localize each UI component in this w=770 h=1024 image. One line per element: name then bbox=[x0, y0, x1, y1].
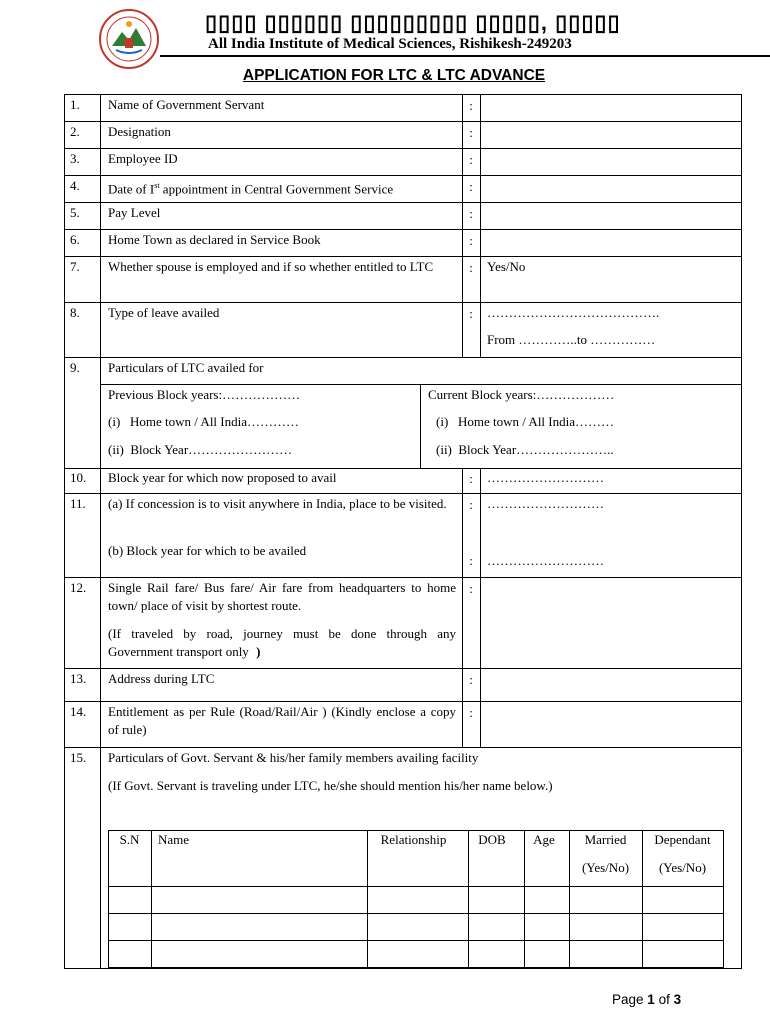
row-8-label: Type of leave availed bbox=[108, 305, 220, 320]
current-block-years[interactable]: Current Block years:……………… bbox=[428, 387, 615, 402]
row-2-colon: : bbox=[469, 125, 473, 140]
leave-period-field[interactable]: From …………..to …………… bbox=[487, 332, 656, 347]
row-15-label: Particulars of Govt. Servant & his/her family members availing facility bbox=[108, 750, 479, 765]
field-pay-level[interactable] bbox=[482, 204, 740, 228]
current-block-year[interactable]: (ii) Block Year………………….. bbox=[436, 442, 614, 457]
row-11-colon-a: : bbox=[469, 497, 473, 512]
row-12-colon: : bbox=[469, 581, 473, 596]
previous-home-town[interactable]: (i) Home town / All India………… bbox=[108, 414, 300, 429]
header-dependant: Dependant bbox=[654, 832, 711, 847]
row-5-label: Pay Level bbox=[108, 205, 161, 220]
row-4-number: 4. bbox=[70, 178, 80, 193]
leave-type-field[interactable]: …………………………………. bbox=[487, 305, 660, 320]
row-12-note: (If traveled by road, journey must be done through any Government transport only ) bbox=[108, 626, 456, 659]
field-home-town[interactable] bbox=[482, 231, 740, 255]
row-12-number: 12. bbox=[70, 580, 87, 595]
row-8-colon: : bbox=[469, 306, 473, 321]
row-11-label-b: (b) Block year for which to be availed bbox=[108, 543, 307, 558]
row-3-colon: : bbox=[469, 152, 473, 167]
row-6-colon: : bbox=[469, 233, 473, 248]
row-3-number: 3. bbox=[70, 151, 80, 166]
institute-logo bbox=[98, 8, 160, 70]
row-3-label: Employee ID bbox=[108, 151, 178, 166]
row-8-number: 8. bbox=[70, 305, 80, 320]
row-1-number: 1. bbox=[70, 97, 80, 112]
row-7-colon: : bbox=[469, 260, 473, 275]
field-address-during-ltc[interactable] bbox=[482, 670, 740, 700]
row-7-number: 7. bbox=[70, 259, 80, 274]
header-relationship: Relationship bbox=[380, 832, 447, 847]
row-10-colon: : bbox=[469, 471, 473, 486]
header-sn: S.N bbox=[119, 832, 140, 847]
header-married-yes-no: (Yes/No) bbox=[581, 860, 630, 875]
row-12-label: Single Rail fare/ Bus fare/ Air fare from headquarters to home town/ place of visit by shortest route. bbox=[108, 580, 456, 613]
row-1-label: Name of Government Servant bbox=[108, 97, 265, 112]
previous-block-years[interactable]: Previous Block years:……………… bbox=[108, 387, 301, 402]
table-row[interactable] bbox=[109, 914, 723, 940]
table-row[interactable] bbox=[109, 941, 723, 967]
place-to-be-visited-field[interactable]: ……………………… bbox=[487, 496, 604, 511]
row-2-number: 2. bbox=[70, 124, 80, 139]
row-4-label: Date of Ist appointment in Central Government Service bbox=[108, 181, 394, 197]
field-name-of-government-servant[interactable] bbox=[482, 96, 740, 120]
row-6-label: Home Town as declared in Service Book bbox=[108, 232, 321, 247]
row-11-label-a: (a) If concession is to visit anywhere in India, place to be visited. bbox=[108, 496, 447, 511]
row-4-colon: : bbox=[469, 179, 473, 194]
row-14-colon: : bbox=[469, 705, 473, 720]
header-age: Age bbox=[533, 832, 555, 847]
row-14-number: 14. bbox=[70, 704, 87, 719]
field-entitlement[interactable] bbox=[482, 703, 740, 745]
block-year-availed-field[interactable]: ……………………… bbox=[487, 553, 604, 568]
header-dob: DOB bbox=[478, 832, 506, 847]
row-5-colon: : bbox=[469, 206, 473, 221]
row-13-label: Address during LTC bbox=[108, 671, 215, 686]
field-employee-id[interactable] bbox=[482, 150, 740, 174]
hindi-title: ▯▯▯▯ ▯▯▯▯▯▯ ▯▯▯▯▯▯▯▯▯ ▯▯▯▯▯, ▯▯▯▯▯ bbox=[205, 10, 621, 35]
field-fare[interactable] bbox=[482, 579, 740, 667]
field-first-appointment-date[interactable] bbox=[482, 177, 740, 201]
row-9-number: 9. bbox=[70, 360, 80, 375]
row-10-number: 10. bbox=[70, 470, 87, 485]
proposed-block-year-field[interactable]: ……………………… bbox=[487, 470, 604, 485]
row-7-label: Whether spouse is employed and if so whether entitled to LTC bbox=[108, 259, 434, 274]
row-9-label: Particulars of LTC availed for bbox=[108, 360, 264, 375]
header-dependant-yes-no: (Yes/No) bbox=[658, 860, 707, 875]
form-title: APPLICATION FOR LTC & LTC ADVANCE bbox=[242, 67, 546, 84]
row-2-label: Designation bbox=[108, 124, 171, 139]
row-5-number: 5. bbox=[70, 205, 80, 220]
header-rule bbox=[160, 55, 770, 57]
spouse-ltc-yes-no[interactable]: Yes/No bbox=[487, 259, 526, 274]
row-13-number: 13. bbox=[70, 671, 87, 686]
row-13-colon: : bbox=[469, 672, 473, 687]
row-11-number: 11. bbox=[70, 496, 86, 511]
current-home-town[interactable]: (i) Home town / All India……… bbox=[436, 414, 615, 429]
row-1-colon: : bbox=[469, 98, 473, 113]
row-10-label: Block year for which now proposed to avail bbox=[108, 470, 337, 485]
row-11-colon-b: : bbox=[469, 553, 473, 568]
page-number: Page 1 of 3 bbox=[612, 992, 682, 1007]
field-designation[interactable] bbox=[482, 123, 740, 147]
header-married: Married bbox=[584, 832, 627, 847]
english-title: All India Institute of Medical Sciences, Rishikesh-249203 bbox=[208, 36, 572, 52]
previous-block-year[interactable]: (ii) Block Year…………………… bbox=[108, 442, 293, 457]
row-6-number: 6. bbox=[70, 232, 80, 247]
row-14-label: Entitlement as per Rule (Road/Rail/Air ) (Kindly enclose a copy of rule) bbox=[108, 704, 456, 737]
header-name: Name bbox=[158, 832, 190, 847]
row-15-note: (If Govt. Servant is traveling under LTC, he/she should mention his/her name below.) bbox=[108, 778, 553, 793]
table-row[interactable] bbox=[109, 887, 723, 913]
row-15-number: 15. bbox=[70, 750, 87, 765]
